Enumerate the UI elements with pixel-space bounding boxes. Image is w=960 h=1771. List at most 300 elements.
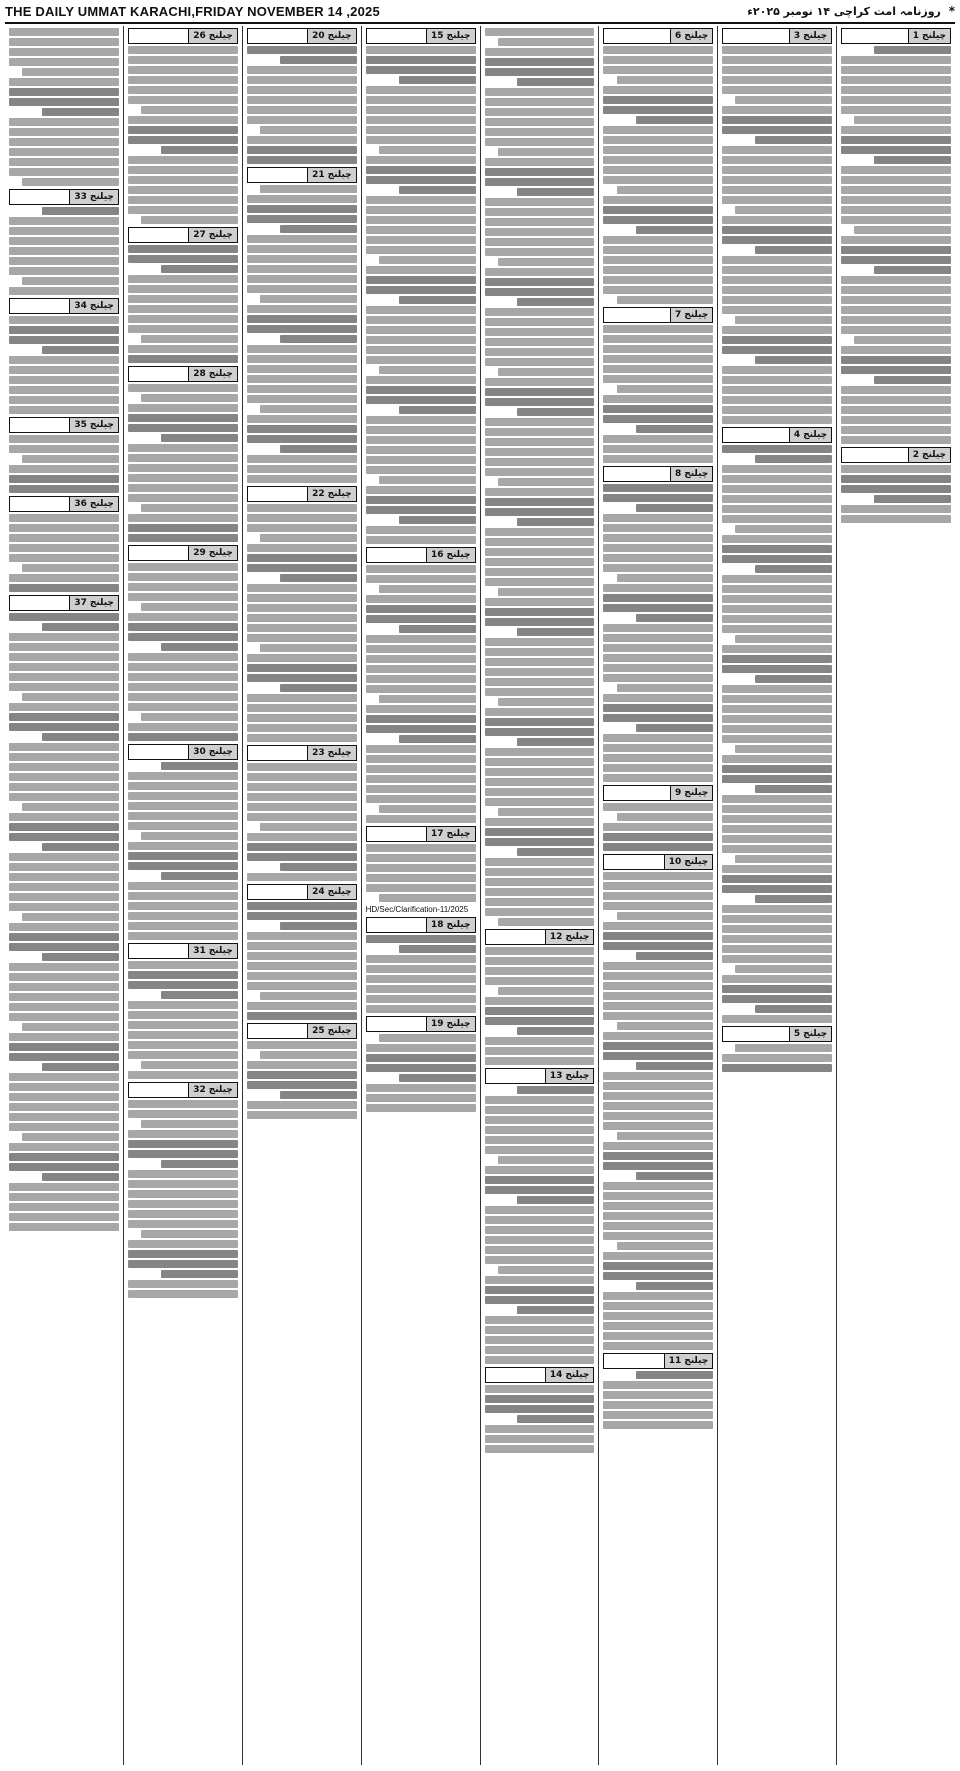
text-line bbox=[161, 872, 238, 880]
text-line bbox=[722, 765, 832, 773]
text-line bbox=[379, 585, 476, 593]
text-line bbox=[636, 504, 713, 512]
text-line bbox=[841, 286, 951, 294]
text-line bbox=[9, 753, 119, 761]
text-line bbox=[603, 1292, 713, 1300]
challenge-notice bbox=[9, 28, 119, 186]
text-line bbox=[485, 538, 595, 546]
text-line bbox=[517, 518, 594, 526]
text-line bbox=[722, 735, 832, 743]
text-line bbox=[9, 1213, 119, 1221]
text-line bbox=[247, 156, 357, 164]
text-line bbox=[128, 802, 238, 810]
notice-number bbox=[664, 1354, 713, 1368]
notice-header bbox=[9, 189, 119, 205]
text-line bbox=[735, 855, 832, 863]
text-line bbox=[603, 246, 713, 254]
text-line bbox=[722, 725, 832, 733]
notice-body-text bbox=[603, 803, 713, 851]
text-line bbox=[9, 773, 119, 781]
text-line bbox=[617, 912, 714, 920]
text-line bbox=[617, 1242, 714, 1250]
text-line bbox=[755, 455, 832, 463]
text-line bbox=[485, 118, 595, 126]
text-line bbox=[485, 1435, 595, 1443]
text-line bbox=[485, 718, 595, 726]
text-line bbox=[603, 992, 713, 1000]
text-line bbox=[485, 1206, 595, 1214]
text-line bbox=[247, 1101, 357, 1109]
text-line bbox=[366, 874, 476, 882]
text-line bbox=[517, 408, 594, 416]
text-line bbox=[841, 306, 951, 314]
text-line bbox=[128, 852, 238, 860]
challenge-notice bbox=[128, 1082, 238, 1298]
text-line bbox=[722, 326, 832, 334]
text-line bbox=[366, 226, 476, 234]
text-line bbox=[603, 455, 713, 463]
text-line bbox=[9, 943, 119, 951]
text-line bbox=[366, 106, 476, 114]
text-line bbox=[485, 758, 595, 766]
text-line bbox=[603, 126, 713, 134]
notice-body-text bbox=[841, 465, 951, 523]
text-line bbox=[366, 1104, 476, 1112]
notice-header bbox=[366, 547, 476, 563]
text-line bbox=[722, 106, 832, 114]
text-line bbox=[128, 1260, 238, 1268]
text-line bbox=[485, 778, 595, 786]
text-line bbox=[9, 813, 119, 821]
text-line bbox=[247, 235, 357, 243]
text-line bbox=[603, 1012, 713, 1020]
text-line bbox=[735, 745, 832, 753]
text-line bbox=[9, 376, 119, 384]
text-line bbox=[366, 1054, 476, 1062]
text-line bbox=[247, 435, 357, 443]
notice-header bbox=[841, 447, 951, 463]
text-line bbox=[485, 178, 595, 186]
text-line bbox=[498, 1156, 595, 1164]
notice-header bbox=[603, 854, 713, 870]
text-line bbox=[841, 256, 951, 264]
text-line bbox=[247, 1111, 357, 1119]
text-line bbox=[9, 98, 119, 106]
text-line bbox=[841, 316, 951, 324]
text-line bbox=[128, 583, 238, 591]
text-line bbox=[366, 396, 476, 404]
text-line bbox=[755, 1005, 832, 1013]
text-line bbox=[366, 526, 476, 534]
text-line bbox=[366, 605, 476, 613]
notice-title bbox=[248, 487, 307, 501]
text-line bbox=[247, 195, 357, 203]
text-line bbox=[722, 66, 832, 74]
text-line bbox=[485, 1096, 595, 1104]
text-line bbox=[841, 465, 951, 473]
text-line bbox=[603, 664, 713, 672]
text-line bbox=[485, 957, 595, 965]
notice-header bbox=[485, 929, 595, 945]
column-2 bbox=[717, 26, 836, 1765]
text-line bbox=[603, 435, 713, 443]
text-line bbox=[260, 823, 357, 831]
text-line bbox=[603, 1222, 713, 1230]
text-line bbox=[841, 126, 951, 134]
text-line bbox=[9, 673, 119, 681]
notice-number bbox=[670, 786, 712, 800]
text-line bbox=[617, 813, 714, 821]
notice-header bbox=[603, 466, 713, 482]
text-line bbox=[128, 981, 238, 989]
text-line bbox=[247, 554, 357, 562]
text-line bbox=[485, 1346, 595, 1354]
text-line bbox=[603, 774, 713, 782]
notice-prefix: چیلنج bbox=[446, 550, 471, 560]
text-line bbox=[498, 987, 595, 995]
text-line bbox=[485, 1395, 595, 1403]
column-3 bbox=[598, 26, 717, 1765]
text-line bbox=[9, 1103, 119, 1111]
text-line bbox=[366, 436, 476, 444]
text-line bbox=[617, 76, 714, 84]
text-line bbox=[161, 146, 238, 154]
text-line bbox=[722, 146, 832, 154]
text-line bbox=[498, 148, 595, 156]
notice-number-value: 37 bbox=[74, 598, 87, 608]
text-line bbox=[399, 186, 476, 194]
text-line bbox=[722, 346, 832, 354]
text-line bbox=[366, 935, 476, 943]
text-line bbox=[485, 138, 595, 146]
notice-title bbox=[248, 885, 307, 899]
text-line bbox=[722, 86, 832, 94]
text-line bbox=[9, 1033, 119, 1041]
notice-number bbox=[69, 497, 118, 511]
text-line bbox=[722, 645, 832, 653]
notice-body-text bbox=[128, 762, 238, 940]
notice-prefix: چیلنج bbox=[89, 192, 114, 202]
text-line bbox=[485, 1445, 595, 1453]
text-line bbox=[841, 166, 951, 174]
text-line bbox=[841, 246, 951, 254]
notice-header bbox=[722, 1026, 832, 1042]
text-line bbox=[128, 932, 238, 940]
text-line bbox=[755, 246, 832, 254]
text-line bbox=[128, 663, 238, 671]
notice-number bbox=[908, 29, 950, 43]
text-line bbox=[485, 648, 595, 656]
challenge-notice bbox=[603, 28, 713, 304]
text-line bbox=[603, 196, 713, 204]
text-line bbox=[247, 972, 357, 980]
notice-prefix: چیلنج bbox=[327, 887, 352, 897]
text-line bbox=[128, 245, 238, 253]
text-line bbox=[247, 524, 357, 532]
text-line bbox=[485, 878, 595, 886]
text-line bbox=[247, 86, 357, 94]
text-line bbox=[366, 795, 476, 803]
text-line bbox=[603, 1142, 713, 1150]
text-line bbox=[485, 278, 595, 286]
notice-prefix: چیلنج bbox=[684, 857, 709, 867]
text-line bbox=[603, 86, 713, 94]
text-line bbox=[485, 1136, 595, 1144]
text-line bbox=[841, 236, 951, 244]
text-line bbox=[485, 68, 595, 76]
text-line bbox=[9, 743, 119, 751]
challenge-notice bbox=[366, 917, 476, 1013]
text-line bbox=[485, 398, 595, 406]
text-line bbox=[128, 842, 238, 850]
notice-number bbox=[69, 190, 118, 204]
challenge-notice bbox=[128, 943, 238, 1079]
notice-number-value: 12 bbox=[549, 932, 563, 942]
text-line bbox=[128, 46, 238, 54]
text-line bbox=[247, 664, 357, 672]
text-line bbox=[517, 738, 594, 746]
text-line bbox=[485, 1256, 595, 1264]
text-line bbox=[128, 812, 238, 820]
text-line bbox=[854, 336, 951, 344]
challenge-notice bbox=[247, 167, 357, 483]
text-line bbox=[485, 1276, 595, 1284]
notice-body-text bbox=[603, 46, 713, 304]
text-line bbox=[603, 1112, 713, 1120]
notice-header bbox=[128, 545, 238, 561]
text-line bbox=[485, 508, 595, 516]
text-line bbox=[128, 1190, 238, 1198]
notice-body-text bbox=[128, 563, 238, 741]
text-line bbox=[722, 545, 832, 553]
text-line bbox=[603, 514, 713, 522]
text-line bbox=[128, 186, 238, 194]
text-line bbox=[603, 1272, 713, 1280]
text-line bbox=[366, 725, 476, 733]
text-line bbox=[9, 1053, 119, 1061]
text-line bbox=[366, 975, 476, 983]
text-line bbox=[366, 356, 476, 364]
notice-prefix: چیلنج bbox=[565, 1071, 590, 1081]
notice-number bbox=[188, 228, 237, 242]
text-line bbox=[722, 366, 832, 374]
notice-number bbox=[789, 428, 831, 442]
notice-number bbox=[670, 467, 712, 481]
notice-title bbox=[129, 228, 188, 242]
notice-number-value: 15 bbox=[430, 31, 444, 41]
text-line bbox=[9, 128, 119, 136]
text-line bbox=[485, 558, 595, 566]
text-line bbox=[9, 923, 119, 931]
text-line bbox=[366, 955, 476, 963]
text-line bbox=[485, 308, 595, 316]
text-line bbox=[247, 504, 357, 512]
text-line bbox=[22, 693, 119, 701]
text-line bbox=[603, 1332, 713, 1340]
text-line bbox=[366, 655, 476, 663]
text-line bbox=[141, 832, 238, 840]
text-line bbox=[280, 225, 357, 233]
text-line bbox=[128, 404, 238, 412]
notice-body-text bbox=[9, 613, 119, 1231]
text-line bbox=[247, 803, 357, 811]
text-line bbox=[366, 286, 476, 294]
text-line bbox=[128, 1051, 238, 1059]
text-line bbox=[603, 156, 713, 164]
text-line bbox=[603, 823, 713, 831]
text-line bbox=[128, 524, 238, 532]
text-line bbox=[9, 1193, 119, 1201]
text-line bbox=[366, 844, 476, 852]
text-line bbox=[603, 1002, 713, 1010]
text-line bbox=[9, 435, 119, 443]
text-line bbox=[128, 593, 238, 601]
notice-number bbox=[545, 1069, 594, 1083]
notice-number-value: 3 bbox=[793, 31, 801, 41]
text-line bbox=[485, 997, 595, 1005]
notice-number bbox=[908, 448, 950, 462]
text-line bbox=[603, 325, 713, 333]
notice-number-value: 5 bbox=[793, 1029, 801, 1039]
text-line bbox=[485, 1106, 595, 1114]
notice-number-value: 17 bbox=[430, 829, 444, 839]
notice-header bbox=[9, 417, 119, 433]
challenge-notice bbox=[128, 28, 238, 224]
text-line bbox=[603, 1232, 713, 1240]
text-line bbox=[603, 833, 713, 841]
notice-prefix: چیلنج bbox=[327, 748, 352, 758]
notice-header bbox=[366, 826, 476, 842]
challenge-notice bbox=[128, 227, 238, 363]
notice-body-text bbox=[247, 504, 357, 742]
challenge-notice bbox=[247, 28, 357, 164]
challenge-notice bbox=[603, 1353, 713, 1429]
text-line bbox=[841, 136, 951, 144]
notice-prefix: چیلنج bbox=[446, 31, 471, 41]
text-line bbox=[247, 355, 357, 363]
text-line bbox=[498, 918, 595, 926]
text-line bbox=[755, 785, 832, 793]
notice-prefix: چیلنج bbox=[327, 489, 352, 499]
text-line bbox=[128, 484, 238, 492]
text-line bbox=[366, 486, 476, 494]
text-line bbox=[260, 534, 357, 542]
text-line bbox=[128, 1180, 238, 1188]
notice-number bbox=[664, 855, 713, 869]
text-line bbox=[260, 126, 357, 134]
text-line bbox=[128, 305, 238, 313]
text-line bbox=[603, 1421, 713, 1429]
text-line bbox=[128, 275, 238, 283]
text-line bbox=[603, 534, 713, 542]
notice-number-value: 32 bbox=[193, 1085, 206, 1095]
text-line bbox=[636, 425, 713, 433]
challenge-notice bbox=[9, 595, 119, 1231]
text-line bbox=[9, 267, 119, 275]
text-line bbox=[722, 945, 832, 953]
notice-number bbox=[188, 367, 237, 381]
text-line bbox=[260, 185, 357, 193]
text-line bbox=[722, 835, 832, 843]
text-line bbox=[498, 478, 595, 486]
text-line bbox=[485, 1216, 595, 1224]
text-line bbox=[841, 515, 951, 523]
text-line bbox=[722, 685, 832, 693]
text-line bbox=[260, 1051, 357, 1059]
text-line bbox=[755, 356, 832, 364]
notice-number-value: 20 bbox=[312, 31, 325, 41]
text-line bbox=[128, 922, 238, 930]
text-line bbox=[128, 693, 238, 701]
text-line bbox=[485, 1326, 595, 1334]
text-line bbox=[22, 68, 119, 76]
notice-number bbox=[307, 487, 356, 501]
text-line bbox=[9, 823, 119, 831]
text-line bbox=[128, 514, 238, 522]
text-line bbox=[603, 714, 713, 722]
text-line bbox=[128, 86, 238, 94]
text-line bbox=[128, 902, 238, 910]
text-line bbox=[280, 863, 357, 871]
text-line bbox=[722, 166, 832, 174]
text-line bbox=[161, 434, 238, 442]
text-line bbox=[128, 1250, 238, 1258]
text-line bbox=[603, 1082, 713, 1090]
notice-title bbox=[129, 367, 188, 381]
text-line bbox=[247, 912, 357, 920]
text-line bbox=[722, 875, 832, 883]
text-line bbox=[9, 1123, 119, 1131]
text-line bbox=[9, 1093, 119, 1101]
text-line bbox=[874, 46, 951, 54]
challenge-notice bbox=[603, 466, 713, 782]
text-line bbox=[366, 785, 476, 793]
challenge-notice bbox=[603, 785, 713, 851]
notice-body-text bbox=[366, 46, 476, 544]
text-line bbox=[9, 1113, 119, 1121]
text-line bbox=[366, 715, 476, 723]
notice-number bbox=[307, 168, 356, 182]
text-line bbox=[485, 888, 595, 896]
text-line bbox=[603, 1102, 713, 1110]
notice-prefix: چیلنج bbox=[684, 469, 709, 479]
text-line bbox=[141, 216, 238, 224]
text-line bbox=[128, 414, 238, 422]
text-line bbox=[636, 1371, 713, 1379]
notice-body-text bbox=[9, 207, 119, 295]
notice-title bbox=[604, 308, 670, 322]
notice-number bbox=[188, 546, 237, 560]
text-line bbox=[366, 376, 476, 384]
text-line bbox=[128, 56, 238, 64]
text-line bbox=[485, 88, 595, 96]
text-line bbox=[841, 86, 951, 94]
text-line bbox=[141, 394, 238, 402]
notice-body-text bbox=[128, 245, 238, 363]
text-line bbox=[636, 1282, 713, 1290]
text-line bbox=[366, 745, 476, 753]
text-line bbox=[603, 405, 713, 413]
notice-body-text bbox=[9, 514, 119, 592]
text-line bbox=[128, 96, 238, 104]
notice-prefix: چیلنج bbox=[684, 31, 709, 41]
text-line bbox=[247, 1002, 357, 1010]
text-line bbox=[755, 675, 832, 683]
text-line bbox=[9, 584, 119, 592]
text-line bbox=[128, 176, 238, 184]
notice-title bbox=[604, 855, 663, 869]
text-line bbox=[280, 922, 357, 930]
